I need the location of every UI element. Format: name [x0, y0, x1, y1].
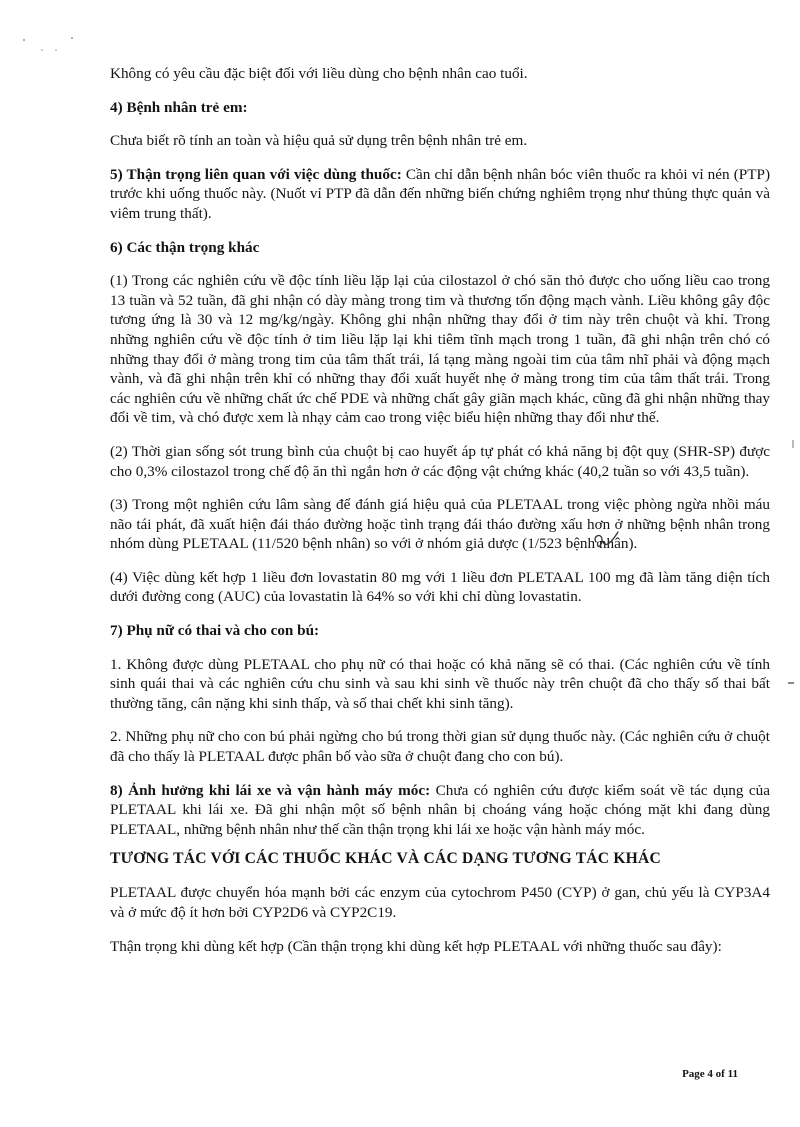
heading-driving: 8) Ảnh hưởng khi lái xe và vận hành máy móc:: [110, 781, 431, 799]
interactions-text-1: PLETAAL được chuyển hóa mạnh bởi các enzym của cytochrom P450 (CYP) ở gan, chủ yếu là CYP3A4 và ở mức độ ít hơn bởi CYP2D6 và CYP2C19.: [110, 884, 770, 921]
handwritten-initial-mark: [590, 528, 620, 558]
driving-text: Chưa có nghiên cứu được kiểm soát về tác dụng của PLETAAL khi lái xe. Đã ghi nhận một số bệnh nhân bị choáng váng hoặc chóng mặt khi đang dùng PLETAAL, những bệnh nhân như thế cần thận trọng khi lái xe hoặc vận hành máy móc.: [110, 781, 770, 838]
heading-pediatric: 4) Bệnh nhân trẻ em:: [110, 98, 248, 116]
page-number: Page 4 of 11: [682, 1068, 738, 1080]
other-caution-2: (2) Thời gian sống sót trung bình của chuột bị cao huyết áp tự phát có khả năng bị đột quỵ (SHR-SP) được cho 0,3% cilostazol trong chế độ ăn thì ngắn hơn ở các động vật chứng khác (40,2 tuần so với 43,5 tuần).: [110, 442, 770, 480]
pregnancy-2: 2. Những phụ nữ cho con bú phải ngừng cho bú trong thời gian sử dụng thuốc này. (Các nghiên cứu ở chuột đã cho thấy là PLETAAL được phân bố vào sữa ở chuột đang cho con bú).: [110, 728, 770, 766]
scan-specks: [22, 36, 92, 61]
drug-use-caution-text: Cần chỉ dẫn bệnh nhân bóc viên thuốc ra khỏi vỉ nén (PTP) trước khi uống thuốc này. (Nuốt vỉ PTP đã dẫn đến những biến chứng nghiêm trọng như thủng thực quản và viêm trung thất).: [110, 165, 770, 222]
other-caution-4: (4) Việc dùng kết hợp 1 liều đơn lovastatin 80 mg với 1 liều đơn PLETAAL 100 mg đã làm tăng diện tích dưới đường cong (AUC) của lovastatin là 64% so với khi chỉ dùng lovastatin.: [110, 568, 770, 606]
heading-other-cautions: 6) Các thận trọng khác: [110, 238, 260, 256]
heading-drug-use-caution: 5) Thận trọng liên quan với việc dùng thuốc:: [110, 165, 402, 183]
driving-effects: [110, 781, 770, 840]
drug-use-caution: [110, 165, 770, 224]
document-body: [110, 64, 770, 956]
interactions-section-title: TƯƠNG TÁC VỚI CÁC THUỐC KHÁC VÀ CÁC DẠNG TƯƠNG TÁC KHÁC: [110, 850, 661, 868]
elderly-dosage-note: Không có yêu cầu đặc biệt đối với liều dùng cho bệnh nhân cao tuổi.: [110, 65, 528, 82]
scan-edge-mark: [788, 680, 796, 686]
pregnancy-1: 1. Không được dùng PLETAAL cho phụ nữ có thai hoặc có khả năng sẽ có thai. (Các nghiên cứu về tính sinh quái thai và các nghiên cứu chu sinh và sau khi sinh về thuốc này trên chuột đã cho thấy số thai bất thường tăng, cân nặng khi sinh thấp, và số thai chết khi sinh tăng).: [110, 655, 770, 712]
pediatric-text: Chưa biết rõ tính an toàn và hiệu quả sử dụng trên bệnh nhân trẻ em.: [110, 132, 528, 150]
other-caution-3: (3) Trong một nghiên cứu lâm sàng để đánh giá hiệu quả của PLETAAL trong việc phòng ngừa nhồi máu não tái phát, đã xuất hiện đái tháo đường hoặc tình trạng đái tháo đường xấu hơn ở những bệnh nhân trong nhóm dùng PLETAAL (11/520 bệnh nhân) so với ở nhóm giả dược (1/523 bệnh nhân).: [110, 496, 770, 553]
other-caution-1: (1) Trong các nghiên cứu về độc tính liều lặp lại của cilostazol ở chó săn thỏ được cho uống liều cao trong 13 tuần và 52 tuần, đã ghi nhận có dày màng trong tim và thương tổn động mạch vành. Liều không gây độc tương ứng là 30 và 12 mg/kg/ngày. Không ghi nhận những thay đổi ở tim này trên chuột và khỉ. Trong những nghiên cứu về độc tính ở tim liều lặp lại khi tiêm tĩnh mạch trong 1 tuần, đã ghi nhận trên chó có những thay đổi ở màng trong tim của tâm thất trái, lá tạng màng ngoài tim của tâm nhĩ phải và động mạch vành, và đã ghi nhận trên khỉ có những thay đổi xuất huyết nhẹ ở màng trong tim của tâm thất trái. Trong các nghiên cứu về những chất ức chế PDE và những chất gây giãn mạch khác, cũng đã ghi nhận những thay đổi về tim, và chó được xem là nhạy cảm cao trong việc biểu hiện những thay đổi như thế.: [110, 272, 770, 427]
interactions-text-2: Thận trọng khi dùng kết hợp (Cần thận trọng khi dùng kết hợp PLETAAL với những thuốc sau đây):: [110, 937, 722, 955]
heading-pregnancy: 7) Phụ nữ có thai và cho con bú:: [110, 622, 320, 640]
scan-edge-mark: [790, 440, 796, 450]
